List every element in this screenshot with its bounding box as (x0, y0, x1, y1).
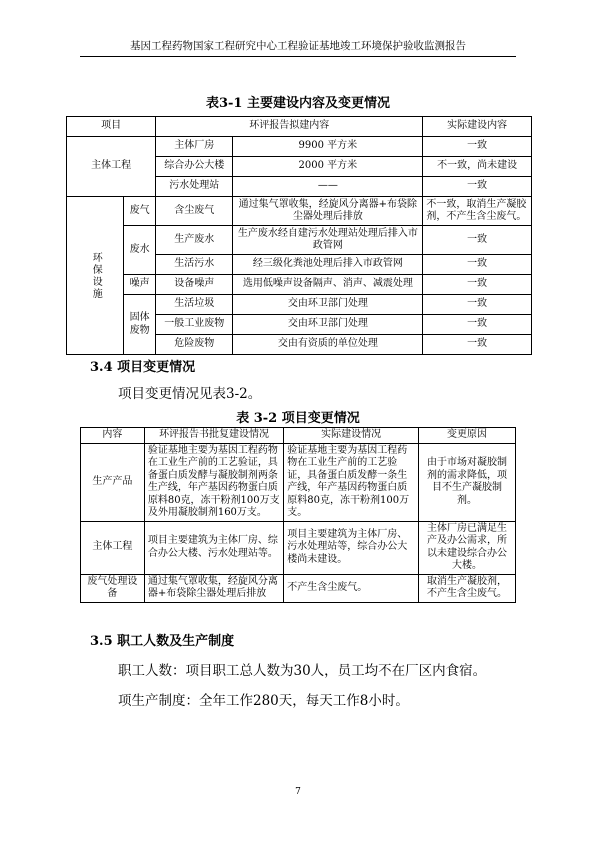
actual-cell: 一致 (423, 315, 532, 335)
reason-cell: 由于市场对凝胶制剂的需求降低，项目不生产凝胶制剂。 (419, 443, 516, 521)
table2-caption: 表 3-2 项目变更情况 (236, 411, 360, 426)
section-3-5-title: 3.5 职工人数及生产制度 (90, 634, 235, 649)
planned-cell: 交由有资质的单位处理 (233, 335, 423, 355)
planned-cell: —— (233, 177, 423, 197)
item-cell: 生活垃圾 (156, 295, 233, 315)
actual-cell: 一致 (423, 177, 532, 197)
actual-cell: 一致 (423, 137, 532, 157)
header-cell: 环评报告拟建内容 (156, 117, 423, 137)
actual-cell: 一致 (423, 295, 532, 315)
actual-cell: 不产生含尘废气。 (284, 574, 419, 602)
actual-cell: 一致 (423, 335, 532, 355)
planned-cell: 生产废水经自建污水处理站处理后排入市政管网 (233, 226, 423, 255)
item-cell: 设备噪声 (156, 275, 233, 295)
planned-cell: 2000 平方米 (233, 157, 423, 177)
planned-cell: 通过集气罩收集，经旋风分离器+布袋除尘器处理后排放 (233, 197, 423, 226)
planned-cell: 经三级化粪池处理后排入市政管网 (233, 255, 423, 275)
reason-cell: 取消生产凝胶剂，不产生含尘废气。 (419, 574, 516, 602)
category-cell: 环保设施 (67, 197, 124, 355)
item-cell: 综合办公大楼 (156, 157, 233, 177)
section-3-4-title: 3.4 项目变更情况 (90, 360, 196, 375)
table-row (67, 295, 532, 315)
actual-cell: 验证基地主要为基因工程药物在工业生产前的工艺验证，具备蛋白质发酵一条生产线，年产基因药物蛋白质原料80克，冻干粉剂100万支。 (284, 443, 419, 521)
subcategory-cell: 噪声 (124, 275, 156, 295)
header-cell: 变更原因 (419, 428, 516, 444)
table-row (67, 226, 532, 255)
subcategory-cell: 废水 (124, 226, 156, 275)
category-cell: 主体工程 (67, 137, 156, 197)
table-header-row (81, 428, 516, 444)
schedule-paragraph: 项生产制度：全年工作280天，每天工作8小时。 (118, 693, 409, 709)
header-cell: 实际建设情况 (284, 428, 419, 444)
item-cell: 生产产品 (81, 443, 145, 521)
item-cell: 含尘废气 (156, 197, 233, 226)
item-cell: 主体工程 (81, 521, 145, 574)
page-number: 7 (295, 787, 301, 797)
planned-cell: 项目主要建筑为主体厂房、综合办公大楼、污水处理站等。 (144, 521, 283, 574)
staff-paragraph: 职工人数：项目职工总人数为30人，员工均不在厂区内食宿。 (118, 663, 487, 679)
actual-cell: 不一致，取消生产凝胶剂，不产生含尘废气。 (423, 197, 532, 226)
item-cell: 生活污水 (156, 255, 233, 275)
project-changes-table (80, 427, 516, 603)
header-cell: 项目 (67, 117, 156, 137)
actual-cell: 一致 (423, 226, 532, 255)
section-3-4-paragraph: 项目变更情况见表3-2。 (118, 386, 262, 402)
table-row (81, 443, 516, 521)
table-row (81, 521, 516, 574)
table-row (67, 137, 532, 157)
planned-cell: 交由环卫部门处理 (233, 295, 423, 315)
table-row (67, 197, 532, 226)
subcategory-cell: 固体废物 (124, 295, 156, 355)
table-row (67, 275, 532, 295)
subcategory-cell: 废气 (124, 197, 156, 226)
item-cell: 危险废物 (156, 335, 233, 355)
table-header-row (67, 117, 532, 137)
planned-cell: 通过集气罩收集，经旋风分离器+布袋除尘器处理后排放 (144, 574, 283, 602)
actual-cell: 项目主要建筑为主体厂房、污水处理站等，综合办公大楼尚未建设。 (284, 521, 419, 574)
actual-cell: 一致 (423, 275, 532, 295)
item-cell: 主体厂房 (156, 137, 233, 157)
item-cell: 废气处理设备 (81, 574, 145, 602)
header-cell: 实际建设内容 (423, 117, 532, 137)
header-cell: 环评报告书批复建设情况 (144, 428, 283, 444)
item-cell: 生产废水 (156, 226, 233, 255)
construction-content-table (66, 116, 532, 355)
planned-cell: 选用低噪声设备隔声、消声、减震处理 (233, 275, 423, 295)
planned-cell: 9900 平方米 (233, 137, 423, 157)
item-cell: 一般工业废物 (156, 315, 233, 335)
planned-cell: 交由环卫部门处理 (233, 315, 423, 335)
actual-cell: 一致 (423, 255, 532, 275)
header-cell: 内容 (81, 428, 145, 444)
reason-cell: 主体厂房已满足生产及办公需求，所以未建设综合办公大楼。 (419, 521, 516, 574)
item-cell: 污水处理站 (156, 177, 233, 197)
table-row (81, 574, 516, 602)
actual-cell: 不一致，尚未建设 (423, 157, 532, 177)
table1-caption: 表3-1 主要建设内容及变更情况 (205, 96, 390, 111)
planned-cell: 验证基地主要为基因工程药物在工业生产前的工艺验证，具备蛋白质发酵与凝胶制剂两条生产线，年产基因药物蛋白质原料80克，冻干粉剂100万支及外用凝胶制剂160万支。 (144, 443, 283, 521)
page-header: 基因工程药物国家工程研究中心工程验证基地竣工环境保护验收监测报告 (80, 38, 516, 57)
